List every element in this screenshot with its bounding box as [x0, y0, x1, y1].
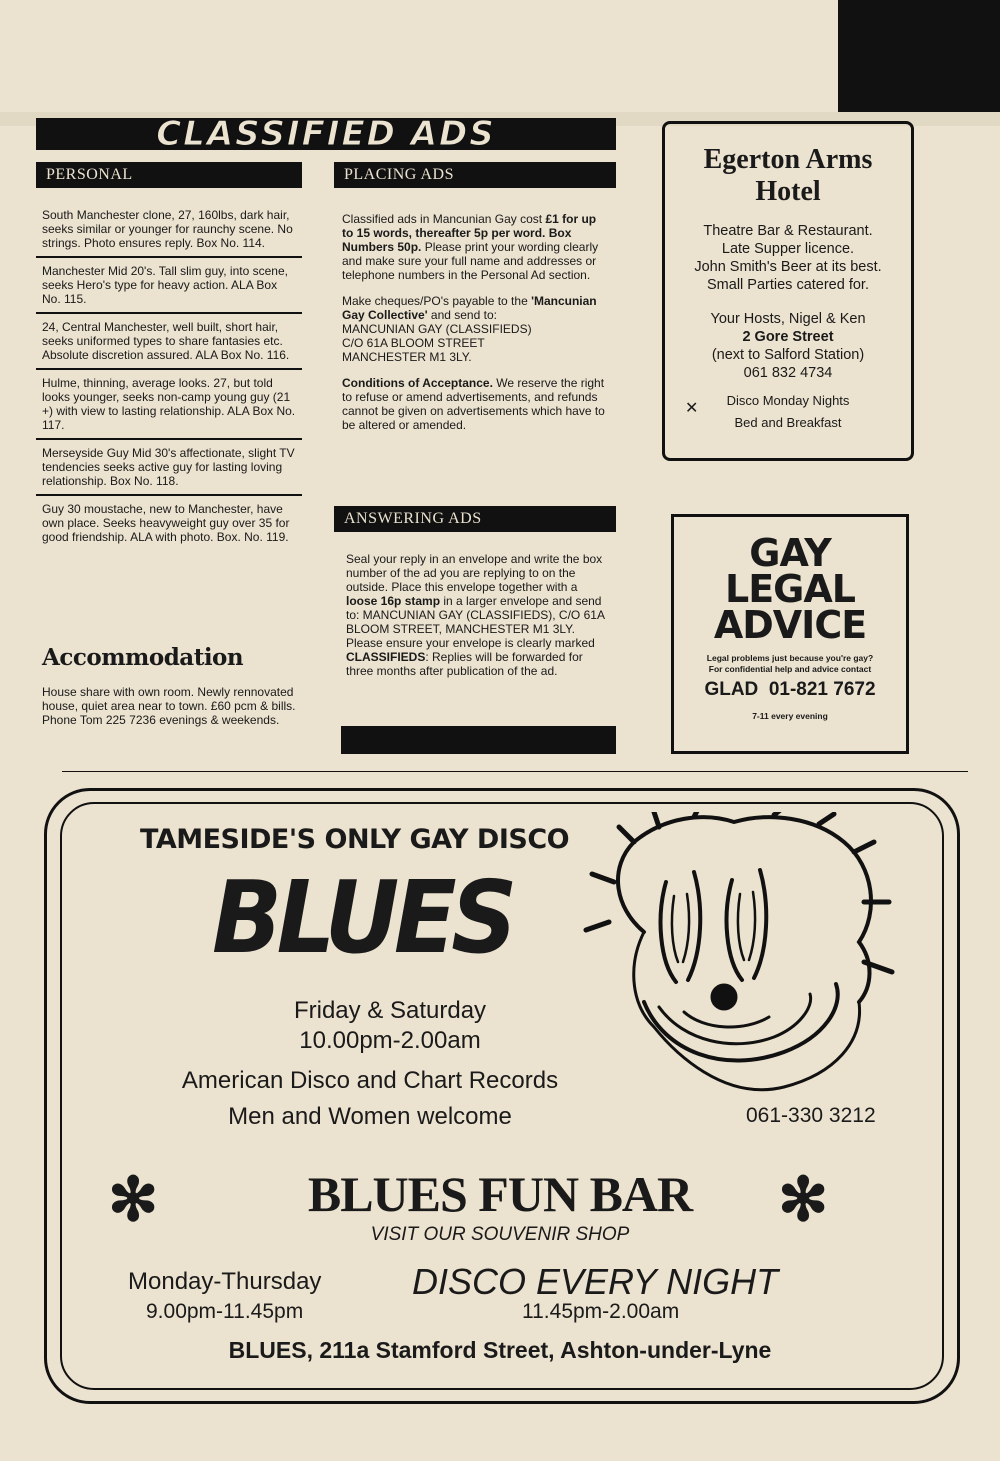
answering-section: [334, 506, 616, 690]
hotel-name: [665, 144, 911, 208]
feature-line: Late Supper licence.: [721, 241, 855, 257]
hotel-name-line: Hotel: [755, 176, 821, 207]
address-line: C/O 61A BLOOM STREET: [342, 336, 485, 350]
answering-text: Seal your reply in an envelope and write the box number of the ad you are replying to on the outside. Place this envelope together with a: [346, 552, 603, 594]
asterisk-icon: ✻: [778, 1166, 829, 1233]
clown-illustration: [574, 812, 910, 1106]
hosts: Your Hosts, Nigel & Ken: [710, 311, 866, 327]
glad-title-line: LEGAL: [725, 567, 855, 611]
feature-line: John Smith's Beer at its best.: [694, 259, 882, 275]
hotel-contact: [665, 310, 911, 382]
black-bar: [341, 726, 616, 754]
dark-corner: [838, 0, 1000, 112]
glad-ad: [671, 514, 909, 754]
personal-section: [36, 162, 302, 550]
accommodation-heading: Accommodation: [42, 644, 244, 671]
egerton-arms-ad: [662, 121, 914, 461]
placing-rates-text: Please print your wording clearly and make sure your full name and addresses or telephone numbers in the Personal Ad section.: [342, 240, 599, 282]
souvenir-shop: VISIT OUR SOUVENIR SHOP: [370, 1224, 630, 1245]
payment-payee: 'Mancunian Gay Collective': [342, 294, 597, 322]
personal-ad: 24, Central Manchester, well built, short hair, seeks uniformed types to share fantasies etc. Absolute discretion assured. ALA Box No. 116.: [36, 314, 302, 370]
answering-text: in a larger envelope and send to: MANCUNIAN GAY (CLASSIFIEDS), C/O 61A BLOOM STREET, MANCHESTER M1 3LY. Please ensure your envelope is clearly marked: [346, 594, 605, 650]
hotel-name-line: Egerton Arms: [703, 144, 873, 175]
payment-text: and send to:: [427, 308, 497, 322]
placing-heading: PLACING ADS: [334, 162, 616, 188]
personal-ad: South Manchester clone, 27, 160lbs, dark hair, seeks similar or younger for raunchy scene. No strings. Photo ensures reply. Box No. 114.: [36, 202, 302, 258]
blues-phone: 061-330 3212: [746, 1104, 876, 1127]
placing-section: [334, 162, 616, 444]
blues-welcome: Men and Women welcome: [228, 1103, 512, 1130]
blues-fun-bar: BLUES FUN BAR: [307, 1166, 693, 1222]
glad-title-line: GAY: [749, 531, 831, 575]
blues-music: American Disco and Chart Records: [181, 1067, 559, 1094]
placing-rates-bold: £1 for up to 15 words, thereafter 5p per word. Box Numbers 50p.: [342, 212, 597, 254]
address-line: MANCHESTER M1 3LY.: [342, 350, 472, 364]
blues-logo-text: BLUES: [212, 859, 512, 976]
feature-line: Theatre Bar & Restaurant.: [703, 223, 873, 239]
personal-ad: Manchester Mid 20's. Tall slim guy, into scene, seeks Hero's type for heavy action. ALA Box No. 115.: [36, 258, 302, 314]
mon-thu-days: Monday-Thursday: [128, 1268, 322, 1295]
answering-stamp: loose 16p stamp: [346, 594, 441, 608]
glad-sub-line: Legal problems just because you're gay?: [706, 653, 874, 663]
glad-subtitle: [674, 653, 906, 675]
classified-header: [36, 114, 616, 154]
payment-text: Make cheques/PO's payable to the: [342, 294, 528, 308]
feature-line: Small Parties catered for.: [707, 277, 869, 293]
placing-payment: [342, 294, 608, 364]
street: 2 Gore Street: [742, 329, 834, 345]
blues-address: BLUES, 211a Stamford Street, Ashton-under-Lyne: [228, 1337, 772, 1363]
phone: 061 832 4734: [743, 365, 833, 381]
glad-phone: GLAD 01-821 7672: [704, 679, 876, 700]
glad-title: [674, 531, 906, 647]
conditions-title: Conditions of Acceptance.: [342, 376, 493, 390]
answering-mark: CLASSIFIEDS: [346, 650, 426, 664]
blues-tagline: TAMESIDE'S ONLY GAY DISCO: [140, 824, 570, 855]
disco-every-night: DISCO EVERY NIGHT: [412, 1261, 779, 1302]
placing-rates: [342, 212, 608, 282]
blues-days: Friday & Saturday: [293, 997, 487, 1024]
glad-sub-line: For confidential help and advice contact: [708, 664, 872, 674]
hotel-extras: [665, 390, 911, 434]
conditions-text: We reserve the right to refuse or amend advertisements, and refunds cannot be given on advertisements which have to be altered or amended.: [342, 376, 605, 432]
answering-text: : Replies will be forwarded for three months after publication of the ad.: [346, 650, 583, 678]
answering-instructions: [346, 552, 608, 678]
answering-heading: ANSWERING ADS: [334, 506, 616, 532]
address-line: MANCUNIAN GAY (CLASSIFIEDS): [342, 322, 532, 336]
blues-times: 10.00pm-2.00am: [299, 1027, 481, 1054]
disco-times: 11.45pm-2.00am: [522, 1300, 680, 1323]
placing-rates-text: Classified ads in Mancunian Gay cost: [342, 212, 546, 226]
section-divider: [62, 771, 968, 772]
page-title: CLASSIFIED ADS: [156, 114, 496, 154]
placing-conditions: [342, 376, 608, 432]
accommodation-ad: House share with own room. Newly rennovated house, quiet area near to town. £60 pcm & bills. Phone Tom 225 7236 evenings & weekends.: [42, 685, 296, 727]
personal-ad: Merseyside Guy Mid 30's affectionate, slight TV tendencies seeks active guy for lasting loving relationship. Box No. 118.: [36, 440, 302, 496]
personal-ad: Guy 30 moustache, new to Manchester, have own place. Seeks heavyweight guy over 35 for good friendship. ALA with photo. Box. No. 119.: [42, 502, 290, 544]
mon-thu-times: 9.00pm-11.45pm: [146, 1300, 304, 1323]
accommodation-section: [42, 644, 302, 727]
personal-heading: PERSONAL: [36, 162, 302, 188]
disco-night: Disco Monday Nights: [726, 393, 850, 408]
cross-mark-icon: ✕: [685, 400, 699, 417]
asterisk-icon: ✻: [108, 1166, 159, 1233]
personal-ad: Hulme, thinning, average looks. 27, but told looks younger, seeks non-camp young guy (21 +) with view to lasting relationship. ALA Box No. 117.: [36, 370, 302, 440]
hotel-features: [665, 222, 911, 294]
glad-hours: 7-11 every evening: [752, 711, 828, 721]
location-note: (next to Salford Station): [711, 347, 865, 363]
glad-title-line: ADVICE: [713, 603, 867, 647]
bed-breakfast: Bed and Breakfast: [734, 415, 842, 430]
